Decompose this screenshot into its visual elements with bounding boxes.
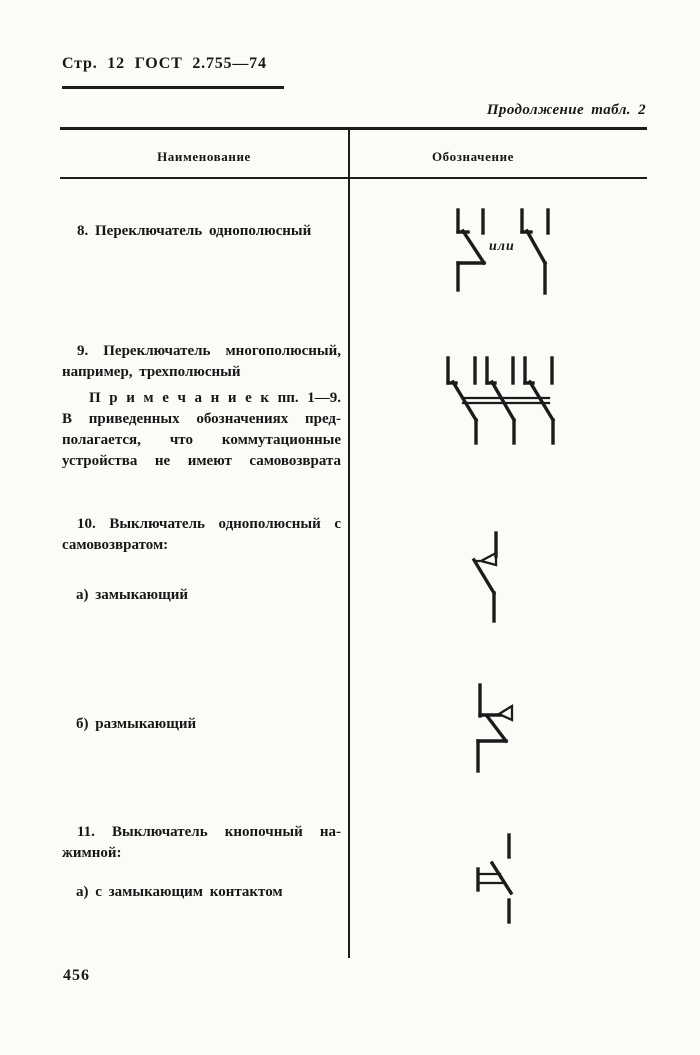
break-contact-self-return-symbol: [465, 678, 525, 778]
row-9-line2: например, трехполюсный: [62, 363, 241, 380]
table-header-separator: [60, 177, 647, 179]
row-11-item-a: а) с замыкающим контактом: [76, 884, 283, 900]
row-10-line2: самовозвратом:: [62, 536, 169, 553]
row-11-line1: 11. Выключатель кнопочный на-: [77, 824, 341, 840]
table-top-border: [60, 127, 647, 130]
note-line2: В приведенных обозначениях пред-: [62, 410, 341, 427]
three-pole-switch-symbol: [440, 353, 565, 448]
row-8-name: [62, 221, 341, 242]
row-9-name: [62, 341, 341, 382]
table-continuation-label: Продолжение табл. 2: [486, 102, 646, 118]
note-line1: П р и м е ч а н и е к пп. 1—9.: [89, 390, 341, 406]
page-header-underline: [62, 86, 284, 89]
page-header: Стр. 12 ГОСТ 2.755—74: [62, 55, 267, 72]
make-contact-self-return-symbol: [465, 528, 525, 628]
note-line4: устройства не имеют самовозврата: [62, 452, 341, 469]
row-10-name: [62, 514, 341, 555]
row-8-title: 8. Переключатель однополюсный: [77, 223, 312, 239]
row-11-line2: жимной:: [62, 844, 122, 861]
row-9-line1: 9. Переключатель многополюсный,: [77, 343, 341, 359]
push-button-make-contact-symbol: [465, 833, 525, 928]
column-header-designation: Обозначение: [431, 149, 515, 164]
row-10-item-b: б) размыкающий: [76, 716, 197, 732]
row-10-item-a: а) замыкающий: [76, 587, 189, 603]
row-11-name: [62, 822, 341, 863]
note-line3: полагается, что коммутационные: [62, 431, 341, 448]
column-header-name: Наименование: [157, 149, 251, 164]
page-number: 456: [63, 967, 90, 984]
or-label: или: [489, 239, 515, 254]
row-9-note: [62, 388, 341, 472]
row-10-line1: 10. Выключатель однополюсный с: [77, 516, 341, 532]
table-column-divider: [348, 127, 350, 958]
